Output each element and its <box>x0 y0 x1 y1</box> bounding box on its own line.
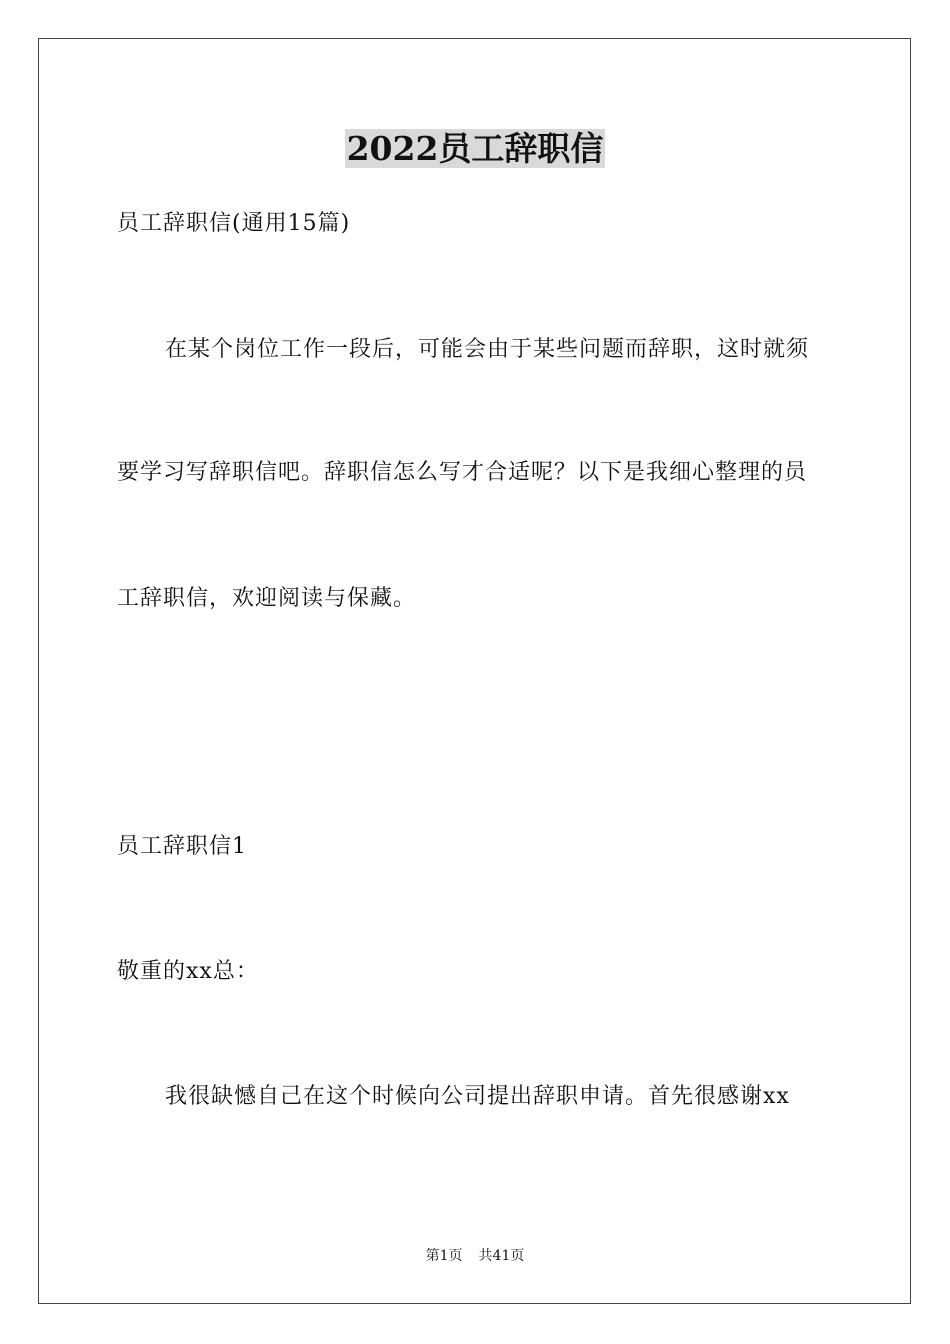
document-subtitle: 员工辞职信(通用15篇) <box>117 211 351 236</box>
body-line-1: 我很缺憾自己在这个时候向公司提出辞职申请。首先很感谢xx <box>165 1084 790 1109</box>
page-number: 第1页 <box>425 1248 463 1264</box>
intro-line-2: 要学习写辞职信吧。辞职信怎么写才合适呢？以下是我细心整理的员 <box>117 460 808 485</box>
intro-line-3: 工辞职信，欢迎阅读与保藏。 <box>117 586 417 611</box>
document-title: 2022员工辞职信 <box>346 129 604 168</box>
section-heading: 员工辞职信1 <box>117 834 247 859</box>
page-footer <box>0 1246 950 1266</box>
intro-line-1: 在某个岗位工作一段后，可能会由于某些问题而辞职，这时就须 <box>165 337 810 362</box>
salutation: 敬重的xx总： <box>117 959 259 984</box>
page-total: 共41页 <box>478 1248 525 1264</box>
